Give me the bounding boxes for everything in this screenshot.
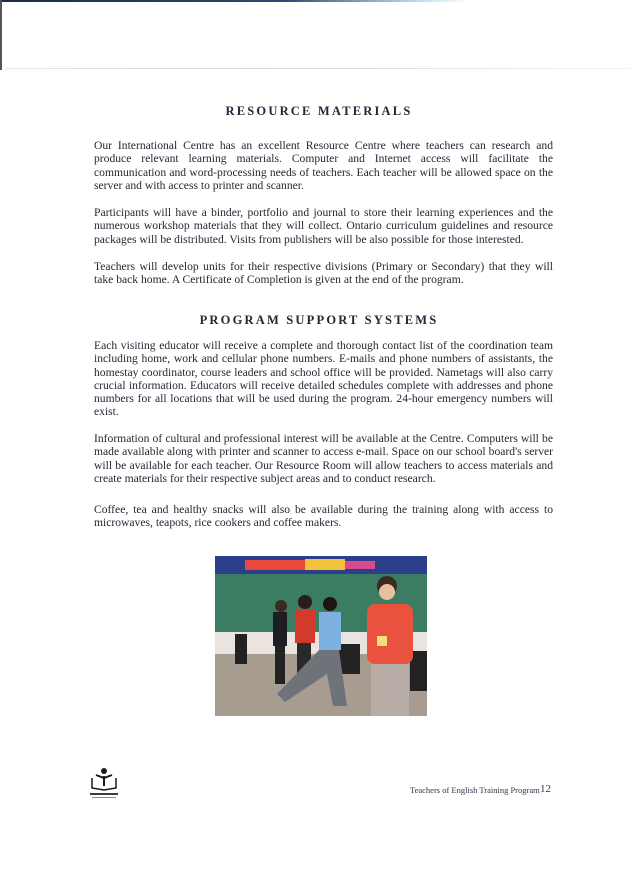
paragraph: Information of cultural and professional interest will be available at the Centre. Computers will be made available along with printer and scanner to access e-mail. Space on our school board's server will be available for each teacher. Our Resource Room will allow teachers to access materials and create materials for their respective subject areas and to conduct research. <box>94 432 553 485</box>
scan-edge-top <box>0 0 470 2</box>
paragraph: Participants will have a binder, portfolio and journal to store their learning experiences and the numerous workshop materials that they will collect. Ontario curriculum guidelines and resource packages will be distributed. Visits from publishers will be also possible for those interested. <box>94 206 553 246</box>
classroom-photo <box>215 556 427 716</box>
section-heading-program-support: PROGRAM SUPPORT SYSTEMS <box>199 313 439 327</box>
paragraph: Teachers will develop units for their respective divisions (Primary or Secondary) that they will take back home. A Certificate of Completion is given at the end of the program. <box>94 260 553 287</box>
photo-illustration <box>215 556 427 716</box>
paragraph: Each visiting educator will receive a complete and thorough contact list of the coordination team including home, work and cellular phone numbers. E-mails and phone numbers of assistants, the homestay coordinator, course leaders and school office will be provided. Nametags will also carry crucial information. Educators will receive detailed schedules complete with addresses and phone numbers for all locations that will be used during the program. 24-hour emergency numbers will exist. <box>94 339 553 419</box>
section-heading-resource-materials: RESOURCE MATERIALS <box>225 104 413 118</box>
paragraph: Coffee, tea and healthy snacks will also be available during the training along with access to microwaves, teapots, rice cookers and coffee makers. <box>94 503 553 530</box>
scan-edge-left <box>0 0 2 70</box>
page-number: 12 <box>540 783 551 795</box>
header-rule <box>5 68 635 69</box>
book-with-figure-logo-icon <box>86 766 126 800</box>
paragraph: Our International Centre has an excellent Resource Centre where teachers can research and produce relevant learning materials. Computer and Internet access will facilitate the communication and word-processing needs of teachers. Each teacher will be allowed space on the server and with access to printer and scanner. <box>94 139 553 192</box>
footer-program-name: Teachers of English Training Program <box>410 785 540 795</box>
